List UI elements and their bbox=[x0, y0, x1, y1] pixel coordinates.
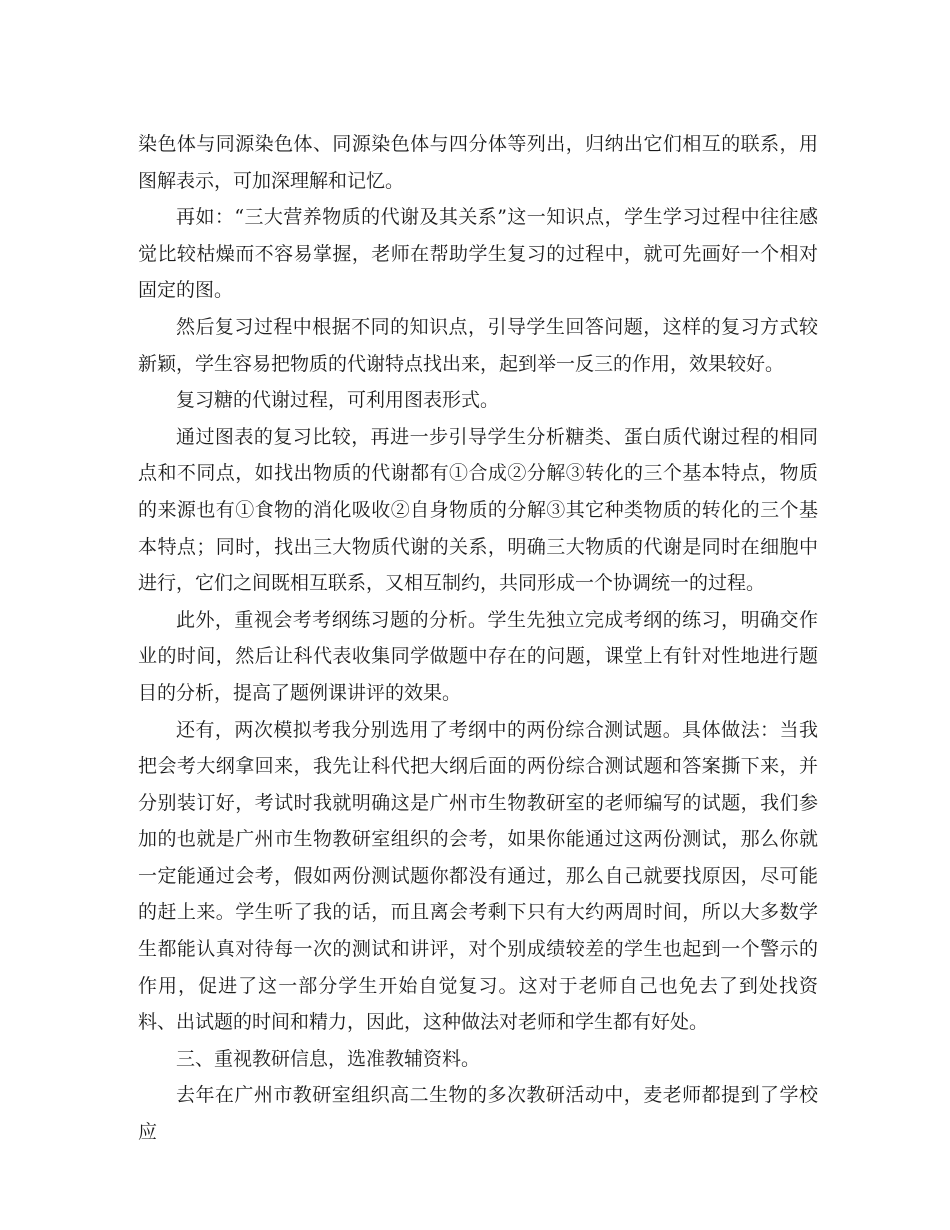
paragraph-4: 复习糖的代谢过程，可利用图表形式。 bbox=[176, 389, 500, 412]
paragraph-3: 然后复习过程中根据不同的知识点，引导学生回答问题，这样的复习方式较新颖，学生容易把物质的代谢特点找出来，起到举一反三的作用，效果较好。 bbox=[138, 315, 818, 375]
paragraph-6: 此外，重视会考考纲练习题的分析。学生先独立完成考纲的练习，明确交作业的时间，然后让科代表收集同学做题中存在的问题，课堂上有针对性地进行题目的分析，提高了题例课讲评的效果。 bbox=[138, 608, 818, 704]
paragraph-7: 还有，两次模拟考我分别选用了考纲中的两份综合测试题。具体做法：当我把会考大纲拿回来，我先让科代把大纲后面的两份综合测试题和答案撕下来，并分别装订好，考试时我就明确这是广州市生物教研室的老师编写的试题，我们参加的也就是广州市生物教研室组织的会考，如果你能通过这两份测试，那么你就一定能通过会考，假如两份测试题你都没有通过，那么自己就要找原因，尽可能的赶上来。学生听了我的话，而且离会考剩下只有大约两周时间，所以大多数学生都能认真对待每一次的测试和讲评，对个别成绩较差的学生也起到一个警示的作用，促进了这一部分学生开始自觉复习。这对于老师自己也免去了到处找资料、出试题的时间和精力，因此，这种做法对老师和学生都有好处。 bbox=[138, 718, 818, 1034]
section-heading: 三、重视教研信息，选准教辅资料。 bbox=[176, 1047, 481, 1070]
paragraph-2: 再如：“三大营养物质的代谢及其关系”这一知识点，学生学习过程中往往感觉比较枯燥而不容易掌握，老师在帮助学生复习的过程中，就可先画好一个相对固定的图。 bbox=[138, 206, 818, 302]
paragraph-8: 去年在广州市教研室组织高二生物的多次教研活动中，麦老师都提到了学校应 bbox=[138, 1084, 818, 1144]
paragraph-1: 染色体与同源染色体、同源染色体与四分体等列出，归纳出它们相互的联系，用图解表示，可加深理解和记忆。 bbox=[138, 133, 818, 192]
document-body bbox=[138, 126, 818, 1151]
paragraph-5: 通过图表的复习比较，再进一步引导学生分析糖类、蛋白质代谢过程的相同点和不同点，如找出物质的代谢都有①合成②分解③转化的三个基本特点，物质的来源也有①食物的消化吸收②自身物质的分解③其它种类物质的转化的三个基本特点；同时，找出三大物质代谢的关系，明确三大物质的代谢是同时在细胞中进行，它们之间既相互联系，又相互制约，共同形成一个协调统一的过程。 bbox=[138, 425, 818, 595]
